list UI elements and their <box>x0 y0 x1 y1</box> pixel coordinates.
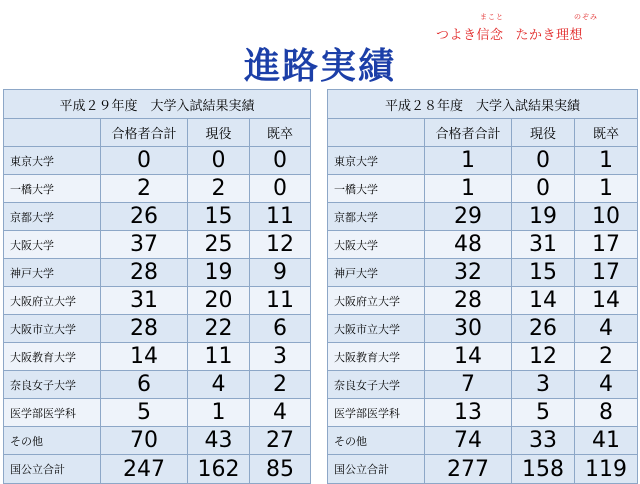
graduate-cell: 12 <box>250 231 311 259</box>
table-row <box>328 315 638 343</box>
total-cell: 2 <box>101 175 188 203</box>
current-cell: 26 <box>512 315 575 343</box>
table-row <box>328 343 638 371</box>
graduate-cell: 11 <box>250 287 311 315</box>
graduate-cell: 2 <box>250 371 311 399</box>
total-cell: 70 <box>101 427 188 455</box>
graduate-cell: 11 <box>250 203 311 231</box>
header-graduate: 既卒 <box>250 119 311 147</box>
total-cell: 247 <box>101 455 188 484</box>
graduate-cell: 17 <box>575 231 638 259</box>
university-cell: 神戸大学 <box>328 259 425 287</box>
graduate-cell: 10 <box>575 203 638 231</box>
table-row <box>4 343 311 371</box>
table-row <box>328 371 638 399</box>
university-cell: 国公立合計 <box>328 455 425 484</box>
total-cell: 74 <box>425 427 512 455</box>
current-cell: 5 <box>512 399 575 427</box>
total-cell: 29 <box>425 203 512 231</box>
graduate-cell: 2 <box>575 343 638 371</box>
current-cell: 162 <box>188 455 250 484</box>
total-cell: 6 <box>101 371 188 399</box>
header-current: 現役 <box>512 119 575 147</box>
current-cell: 11 <box>188 343 250 371</box>
university-cell: 大阪大学 <box>328 231 425 259</box>
current-cell: 15 <box>188 203 250 231</box>
graduate-cell: 119 <box>575 455 638 484</box>
total-cell: 1 <box>425 175 512 203</box>
current-cell: 19 <box>512 203 575 231</box>
current-cell: 4 <box>188 371 250 399</box>
total-cell: 0 <box>101 147 188 175</box>
header-university <box>328 119 425 147</box>
total-cell: 30 <box>425 315 512 343</box>
graduate-cell: 4 <box>250 399 311 427</box>
table-row <box>4 399 311 427</box>
graduate-cell: 41 <box>575 427 638 455</box>
total-cell: 26 <box>101 203 188 231</box>
total-cell: 28 <box>101 259 188 287</box>
university-cell: 奈良女子大学 <box>328 371 425 399</box>
university-cell: 大阪府立大学 <box>328 287 425 315</box>
table-row <box>328 259 638 287</box>
total-cell: 5 <box>101 399 188 427</box>
total-cell: 7 <box>425 371 512 399</box>
current-cell: 0 <box>188 147 250 175</box>
total-row <box>328 455 638 484</box>
graduate-cell: 1 <box>575 175 638 203</box>
table-row <box>4 287 311 315</box>
university-cell: 神戸大学 <box>4 259 101 287</box>
results-table-h28 <box>327 89 638 484</box>
table-row <box>4 427 311 455</box>
table-row <box>4 231 311 259</box>
current-cell: 33 <box>512 427 575 455</box>
total-cell: 28 <box>101 315 188 343</box>
university-cell: 一橋大学 <box>4 175 101 203</box>
graduate-cell: 4 <box>575 315 638 343</box>
table-row <box>4 315 311 343</box>
university-cell: 東京大学 <box>328 147 425 175</box>
motto-ruby-makoto: まこと <box>480 13 504 21</box>
header-total: 合格者合計 <box>101 119 188 147</box>
university-cell: その他 <box>4 427 101 455</box>
university-cell: 奈良女子大学 <box>4 371 101 399</box>
graduate-cell: 9 <box>250 259 311 287</box>
current-cell: 31 <box>512 231 575 259</box>
current-cell: 3 <box>512 371 575 399</box>
table-row <box>328 427 638 455</box>
graduate-cell: 8 <box>575 399 638 427</box>
table-caption: 平成２８年度 大学入試結果実績 <box>328 90 638 119</box>
university-cell: 大阪市立大学 <box>328 315 425 343</box>
graduate-cell: 17 <box>575 259 638 287</box>
current-cell: 43 <box>188 427 250 455</box>
table-row <box>4 147 311 175</box>
graduate-cell: 14 <box>575 287 638 315</box>
university-cell: 医学部医学科 <box>328 399 425 427</box>
current-cell: 20 <box>188 287 250 315</box>
university-cell: 京都大学 <box>4 203 101 231</box>
header-university <box>4 119 101 147</box>
total-cell: 32 <box>425 259 512 287</box>
table-caption: 平成２９年度 大学入試結果実績 <box>4 90 311 119</box>
total-row <box>4 455 311 484</box>
table-row <box>4 175 311 203</box>
current-cell: 25 <box>188 231 250 259</box>
total-cell: 14 <box>101 343 188 371</box>
graduate-cell: 0 <box>250 175 311 203</box>
current-cell: 2 <box>188 175 250 203</box>
page-title: 進路実績 <box>243 46 396 87</box>
university-cell: 国公立合計 <box>4 455 101 484</box>
table-row <box>328 399 638 427</box>
university-cell: 東京大学 <box>4 147 101 175</box>
current-cell: 22 <box>188 315 250 343</box>
table-row <box>328 175 638 203</box>
university-cell: 大阪教育大学 <box>328 343 425 371</box>
university-cell: 大阪大学 <box>4 231 101 259</box>
motto-phrase-2: たかき理想 <box>515 28 584 43</box>
graduate-cell: 4 <box>575 371 638 399</box>
university-cell: 大阪市立大学 <box>4 315 101 343</box>
graduate-cell: 6 <box>250 315 311 343</box>
university-cell: 大阪教育大学 <box>4 343 101 371</box>
motto-ruby-nozomi: のぞみ <box>574 13 598 21</box>
university-cell: 大阪府立大学 <box>4 287 101 315</box>
header-total: 合格者合計 <box>425 119 512 147</box>
total-cell: 14 <box>425 343 512 371</box>
university-cell: 医学部医学科 <box>4 399 101 427</box>
table-row <box>4 259 311 287</box>
total-cell: 1 <box>425 147 512 175</box>
table-row <box>328 287 638 315</box>
current-cell: 158 <box>512 455 575 484</box>
total-cell: 48 <box>425 231 512 259</box>
graduate-cell: 27 <box>250 427 311 455</box>
graduate-cell: 3 <box>250 343 311 371</box>
total-cell: 13 <box>425 399 512 427</box>
current-cell: 0 <box>512 175 575 203</box>
university-cell: 一橋大学 <box>328 175 425 203</box>
table-row <box>4 203 311 231</box>
header-graduate: 既卒 <box>575 119 638 147</box>
table-row <box>328 147 638 175</box>
total-cell: 37 <box>101 231 188 259</box>
current-cell: 14 <box>512 287 575 315</box>
total-cell: 28 <box>425 287 512 315</box>
table-row <box>4 371 311 399</box>
graduate-cell: 0 <box>250 147 311 175</box>
motto-phrase-1: つよき信念 <box>436 28 504 43</box>
header-current: 現役 <box>188 119 250 147</box>
total-cell: 277 <box>425 455 512 484</box>
results-table-h29 <box>3 89 311 484</box>
university-cell: その他 <box>328 427 425 455</box>
current-cell: 12 <box>512 343 575 371</box>
graduate-cell: 1 <box>575 147 638 175</box>
current-cell: 15 <box>512 259 575 287</box>
table-row <box>328 231 638 259</box>
total-cell: 31 <box>101 287 188 315</box>
current-cell: 1 <box>188 399 250 427</box>
current-cell: 19 <box>188 259 250 287</box>
current-cell: 0 <box>512 147 575 175</box>
graduate-cell: 85 <box>250 455 311 484</box>
table-row <box>328 203 638 231</box>
university-cell: 京都大学 <box>328 203 425 231</box>
